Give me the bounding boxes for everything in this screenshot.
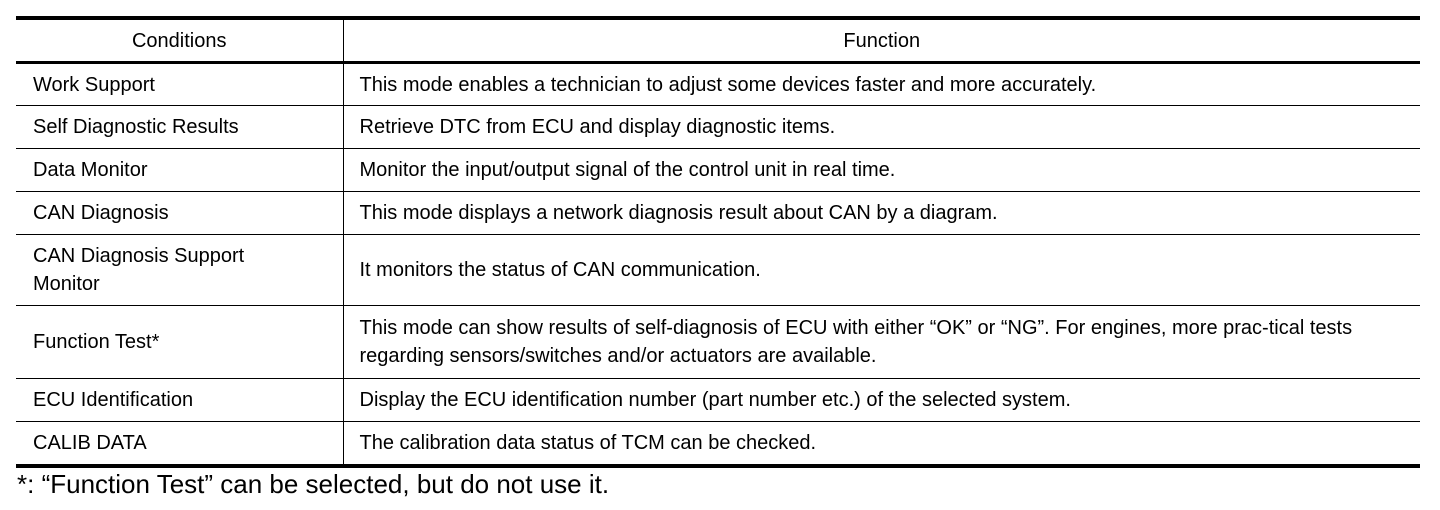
condition-cell: CAN Diagnosis Support Monitor <box>16 235 343 306</box>
condition-cell: Function Test* <box>16 306 343 379</box>
condition-cell: CALIB DATA <box>16 422 343 466</box>
conditions-function-table <box>16 16 1420 468</box>
condition-cell: ECU Identification <box>16 379 343 422</box>
table-row <box>16 192 1420 235</box>
table-row <box>16 235 1420 306</box>
header-conditions: Conditions <box>16 18 343 63</box>
condition-cell: Data Monitor <box>16 149 343 192</box>
function-cell: This mode can show results of self-diagnosis of ECU with either “OK” or “NG”. For engines, more prac-tical tests regarding sensors/switches and/or actuators are available. <box>343 306 1420 379</box>
function-cell: Retrieve DTC from ECU and display diagnostic items. <box>343 106 1420 149</box>
table-row <box>16 149 1420 192</box>
table-row <box>16 106 1420 149</box>
function-cell: The calibration data status of TCM can be checked. <box>343 422 1420 466</box>
table-header-row <box>16 18 1420 63</box>
table-row <box>16 379 1420 422</box>
function-cell: It monitors the status of CAN communication. <box>343 235 1420 306</box>
footnote: *: “Function Test” can be selected, but do not use it. <box>17 469 610 499</box>
function-cell: This mode displays a network diagnosis result about CAN by a diagram. <box>343 192 1420 235</box>
table-row <box>16 63 1420 106</box>
table-row <box>16 306 1420 379</box>
condition-cell: Self Diagnostic Results <box>16 106 343 149</box>
function-cell: This mode enables a technician to adjust some devices faster and more accurately. <box>343 63 1420 106</box>
function-cell: Monitor the input/output signal of the control unit in real time. <box>343 149 1420 192</box>
function-cell: Display the ECU identification number (part number etc.) of the selected system. <box>343 379 1420 422</box>
table-row <box>16 422 1420 466</box>
header-function: Function <box>343 18 1420 63</box>
condition-cell: Work Support <box>16 63 343 106</box>
condition-cell: CAN Diagnosis <box>16 192 343 235</box>
